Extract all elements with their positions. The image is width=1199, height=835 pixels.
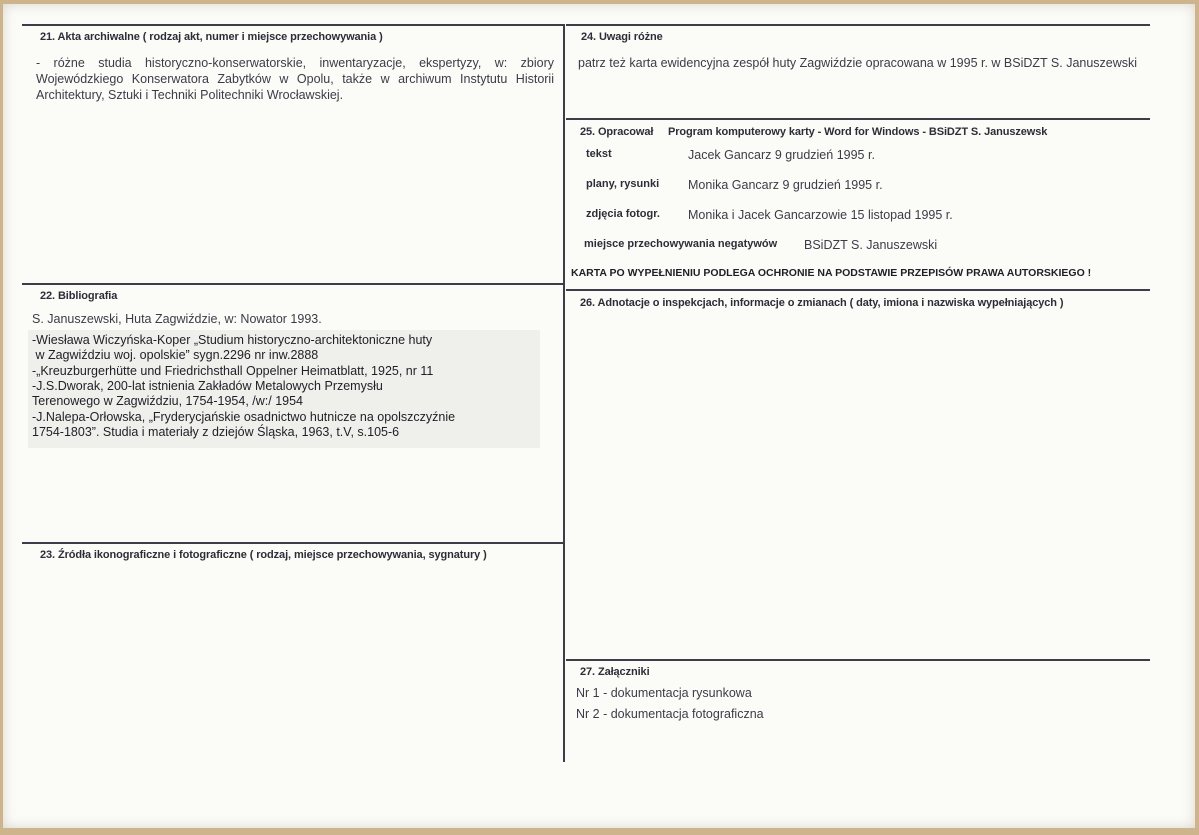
biblio-line: -J.S.Dworak, 200-lat istnienia Zakładów Metalowych Przemysłu — [32, 379, 383, 393]
biblio-line: -Wiesława Wiczyńska-Koper „Studium historyczno-architektoniczne huty — [32, 333, 433, 347]
divider-s22 — [22, 283, 564, 285]
biblio-line: -„Kreuzburgerhütte und Friedrichsthall Oppelner Heimatblatt, 1925, nr 11 — [32, 364, 434, 378]
s25-heading: 25. Opracował — [580, 126, 654, 138]
divider-top-left — [22, 24, 564, 26]
divider-top-right — [566, 24, 1150, 26]
biblio-line: -J.Nalepa-Orłowska, „Fryderycjańskie osadnictwo hutnicze na opolszczyźnie — [32, 410, 456, 424]
biblio-line: Terenowego w Zagwiździu, 1754-1954, /w:/ 1954 — [32, 394, 303, 408]
divider-s23 — [22, 542, 564, 544]
s24-heading: 24. Uwagi różne — [581, 31, 663, 43]
s21-heading: 21. Akta archiwalne ( rodzaj akt, numer i miejsce przechowywania ) — [40, 31, 383, 43]
s25-value-plany: Monika Gancarz 9 grudzień 1995 r. — [688, 178, 883, 192]
s22-first-entry: S. Januszewski, Huta Zagwiździe, w: Nowator 1993. — [32, 312, 322, 326]
s23-heading: 23. Źródła ikonograficzne i fotograficzne ( rodzaj, miejsce przechowywania, sygnatury ) — [40, 549, 487, 561]
s21-text: - różne studia historyczno-konserwatorskie, inwentaryzacje, ekspertyzy, w: zbiory Wojewódzkiego Konserwatora Zabytków w Opolu, także w archiwum Instytutu Historii Architektury, Sztuki i Techniki Politechniki Wrocławskiej. — [36, 56, 554, 102]
s25-value-negatywy: BSiDZT S. Januszewski — [804, 238, 938, 252]
s22-heading: 22. Bibliografia — [40, 290, 118, 302]
s25-label-negatywy: miejsce przechowywania negatywów — [584, 238, 778, 250]
s25-program: Program komputerowy karty - Word for Windows - BSiDZT S. Januszewsk — [668, 126, 1048, 138]
s27-heading: 27. Załączniki — [580, 666, 650, 678]
attachment-item: Nr 1 - dokumentacja rysunkowa — [576, 686, 752, 700]
divider-s27 — [566, 659, 1150, 661]
biblio-line: 1754-1803”. Studia i materiały z dziejów Śląska, 1963, t.V, s.105-6 — [32, 425, 400, 439]
copyright-warning: KARTA PO WYPEŁNIENIU PODLEGA OCHRONIE NA PODSTAWIE PRZEPISÓW PRAWA AUTORSKIEGO ! — [571, 267, 1092, 279]
s25-label-zdjecia: zdjęcia fotogr. — [586, 208, 660, 220]
s25-value-zdjecia: Monika i Jacek Gancarzowie 15 listopad 1995 r. — [688, 208, 953, 222]
s26-heading: 26. Adnotacje o inspekcjach, informacje o zmianach ( daty, imiona i nazwiska wypełniających ) — [580, 297, 1064, 309]
s25-label-plany: plany, rysunki — [586, 178, 660, 190]
s25-label-tekst: tekst — [586, 148, 612, 160]
biblio-line: w Zagwiździu woj. opolskie” sygn.2296 nr inw.2888 — [32, 348, 319, 362]
attachment-item: Nr 2 - dokumentacja fotograficzna — [576, 707, 764, 721]
divider-vertical — [563, 24, 565, 762]
divider-s26 — [566, 289, 1150, 291]
divider-s25 — [566, 118, 1150, 120]
s25-value-tekst: Jacek Gancarz 9 grudzień 1995 r. — [688, 148, 875, 162]
s24-text: patrz też karta ewidencyjna zespół huty Zagwiździe opracowana w 1995 r. w BSiDZT S. Januszewski — [578, 56, 1138, 70]
bibliography-list — [28, 330, 540, 448]
